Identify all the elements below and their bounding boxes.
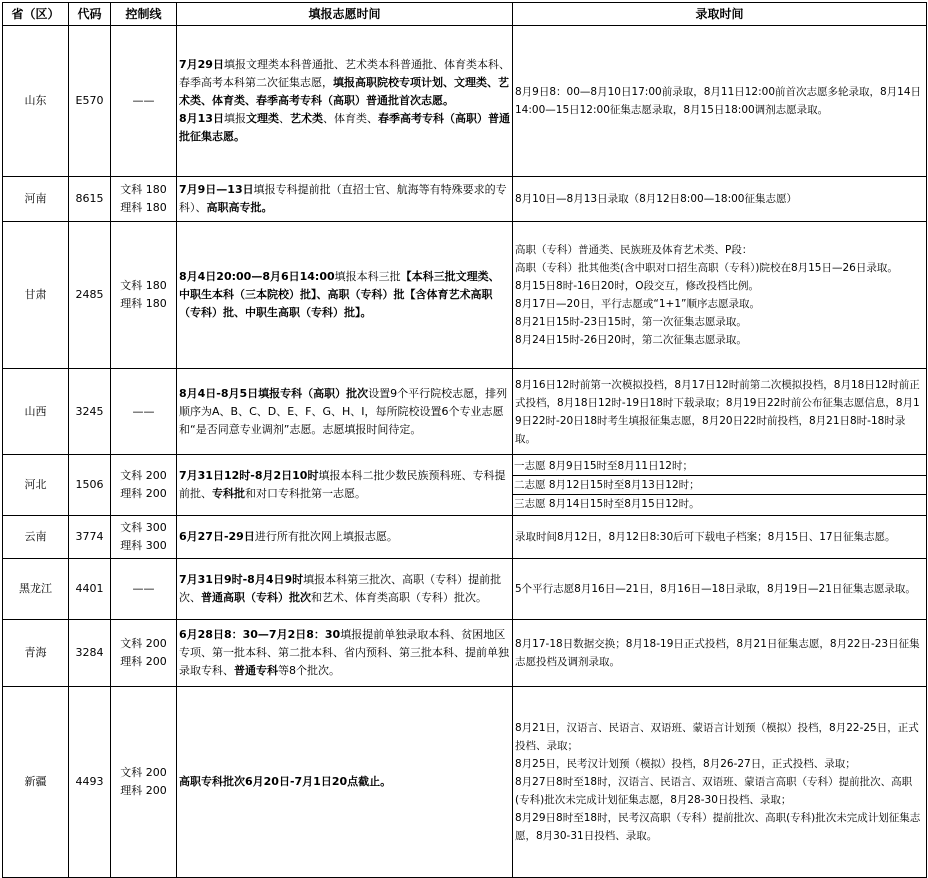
control-line-cell <box>111 516 177 559</box>
code-cell: 4401 <box>69 559 111 620</box>
code-cell: 3245 <box>69 369 111 455</box>
admit-line: 8月9日8：00—8月10日17:00前录取，8月11日12:00前首次志愿多轮录取，8月14日14:00—15日12:00征集志愿录取，8月15日18:00调剂志愿录取。 <box>515 86 922 116</box>
province-cell: 河北 <box>3 455 69 516</box>
fill-text-bold: 7月9日—13日 <box>179 183 254 196</box>
fill-text-bold: 8月4日-8月5日填报专科（高职）批次 <box>179 386 369 400</box>
code-cell: 2485 <box>69 222 111 369</box>
fill-time-cell <box>177 687 513 878</box>
fill-time-cell <box>177 620 513 687</box>
admit-line: 8月24日15时-26日20时，第二次征集志愿录取。 <box>515 334 747 346</box>
fill-text-bold: 8月13日 <box>179 112 224 125</box>
province-cell: 黑龙江 <box>3 559 69 620</box>
control-line-cell <box>111 177 177 222</box>
admit-line: 8月29日8时至18时，民考汉高职（专科）提前批次、高职(专科)批次未完成计划征集志愿，8月30-31日投档、录取。 <box>515 812 921 842</box>
code-cell: 4493 <box>69 687 111 878</box>
header-control-line: 控制线 <box>111 3 177 26</box>
admit-line: 8月21日，汉语言、民语言、双语班、蒙语言计划预（模拟）投档，8月22-25日，正式投档、录取； <box>515 722 919 752</box>
control-line-value: 理科 180 <box>120 297 167 310</box>
fill-text-bold: 7月31日9时-8月4日9时 <box>179 573 304 586</box>
admit-line: 三志愿 8月14日15时至8月15日12时。 <box>513 494 926 513</box>
admit-line: 8月25日，民考汉计划预（模拟）投档，8月26-27日，正式投档、录取； <box>515 758 856 770</box>
code-cell: 1506 <box>69 455 111 516</box>
header-fill-time: 填报志愿时间 <box>177 3 513 26</box>
fill-text-bold: 普通高职（专科）批次 <box>201 591 311 604</box>
admit-line: 8月17日—20日，平行志愿或“1+1”顺序志愿录取。 <box>515 298 760 310</box>
control-line-cell: —— <box>111 559 177 620</box>
code-cell: 3774 <box>69 516 111 559</box>
table-body <box>3 26 927 878</box>
fill-text: 等8个批次。 <box>278 664 340 677</box>
admit-time-cell <box>513 455 927 516</box>
admit-line: 一志愿 8月9日15时至8月11日12时； <box>514 460 693 472</box>
admit-line: 5个平行志愿8月16日—21日，8月16日—18日录取，8月19日—21日征集志愿录取。 <box>515 583 916 595</box>
fill-text-bold: 7月29日 <box>179 58 224 71</box>
control-line-cell: —— <box>111 369 177 455</box>
control-line-value: 文科 200 <box>120 766 167 779</box>
fill-text: 填报提前单独录取本科、贫困地区专项、第一批本科、第二批本科、省内预科、第三批本科、提前单独录取专科、 <box>179 628 509 677</box>
table-row <box>3 559 927 620</box>
province-cell: 新疆 <box>3 687 69 878</box>
table-row <box>3 687 927 878</box>
control-line-value: 文科 180 <box>120 183 167 196</box>
province-cell: 云南 <box>3 516 69 559</box>
header-row <box>3 3 927 26</box>
fill-text-bold: 8月4日20:00—8月6日14:00 <box>179 270 335 283</box>
fill-text-bold: 【本科三批文理类、中职生本科（三本院校）批】、高职（专科）批【含体育艺术高职（专科）批、中职生高职（专科）批】。 <box>179 270 500 319</box>
fill-text-bold: 填报高职院校专项计划、文理类、艺术类、体育类、春季高考专科（高职）普通批首次志愿。 <box>179 76 509 107</box>
control-line-cell <box>111 222 177 369</box>
admit-time-cell <box>513 177 927 222</box>
fill-text: 和对口专科批第一志愿。 <box>245 487 366 500</box>
control-line-value: 理科 200 <box>120 655 167 668</box>
admit-line: 高职（专科）普通类、民族班及体育艺术类、P段： <box>515 244 753 256</box>
fill-text: 填报 <box>223 112 246 125</box>
fill-time-cell <box>177 455 513 516</box>
province-cell: 山东 <box>3 26 69 177</box>
admit-line: 录取时间8月12日，8月12日8:30后可下载电子档案；8月15日、17日征集志愿。 <box>515 531 896 543</box>
fill-text-bold: 艺术类 <box>289 112 323 125</box>
control-line-cell <box>111 620 177 687</box>
fill-text-bold: 专科批 <box>212 487 245 500</box>
admit-line: 8月27日8时至18时，汉语言、民语言、双语班、蒙语言高职（专科）提前批次、高职(专科)批次未完成计划征集志愿，8月28-30日投档、录取； <box>515 776 913 806</box>
fill-time-cell <box>177 559 513 620</box>
code-cell: 3284 <box>69 620 111 687</box>
fill-text: 填报文理类本科普通批、艺术类本科普通批、体育类本科、春季高考本科第二次征集志愿， <box>179 58 510 89</box>
table-row <box>3 26 927 177</box>
header-province: 省（区） <box>3 3 69 26</box>
control-line-value: 文科 180 <box>120 279 167 292</box>
province-cell: 青海 <box>3 620 69 687</box>
fill-text-bold: 高职专科批次6月20日-7月1日20点截止。 <box>179 775 392 788</box>
table-row <box>3 222 927 369</box>
fill-text: 进行所有批次网上填报志愿。 <box>254 530 398 543</box>
fill-text-bold: 文理类 <box>245 112 279 125</box>
header-code: 代码 <box>69 3 111 26</box>
admit-line: 8月10日—8月13日录取（8月12日8:00—18:00征集志愿） <box>515 193 797 205</box>
fill-time-cell <box>177 516 513 559</box>
admit-line: 二志愿 8月12日15时至8月13日12时； <box>513 475 926 494</box>
province-cell: 山西 <box>3 369 69 455</box>
header-admit-time: 录取时间 <box>513 3 927 26</box>
fill-text: 填报专科提前批（直招士官、航海等有特殊要求的专科）、 <box>179 183 507 214</box>
province-cell: 甘肃 <box>3 222 69 369</box>
fill-text: 设置9个平行院校志愿，排列顺序为A、B、C、D、E、F、G、H、I，每所院校设置6个专业志愿和“是否同意专业调剂”志愿。志愿填报时间待定。 <box>179 386 508 436</box>
fill-text: 和艺术、体育类高职（专科）批次。 <box>311 591 487 604</box>
fill-text-bold: 6月28日8：30—7月2日8：30 <box>179 628 341 641</box>
fill-text-bold: 6月27日-29日 <box>179 530 255 543</box>
admit-line: 8月21日15时-23日15时，第一次征集志愿录取。 <box>515 316 747 328</box>
fill-text: 填报本科三批 <box>334 270 401 283</box>
table-row <box>3 620 927 687</box>
fill-text: 、 <box>278 112 290 125</box>
admit-time-cell <box>513 516 927 559</box>
fill-time-cell <box>177 222 513 369</box>
control-line-value: 理科 200 <box>120 784 167 797</box>
province-cell: 河南 <box>3 177 69 222</box>
code-cell: E570 <box>69 26 111 177</box>
admit-time-cell <box>513 26 927 177</box>
control-line-value: 理科 200 <box>120 487 167 500</box>
admit-line: 高职（专科）批其他类(含中职对口招生高职（专科）)院校在8月15日—26日录取。 <box>515 262 898 274</box>
fill-time-cell <box>177 177 513 222</box>
table-row <box>3 516 927 559</box>
control-line-value: 理科 300 <box>120 539 167 552</box>
control-line-cell <box>111 455 177 516</box>
control-line-value: 文科 200 <box>120 469 167 482</box>
admit-time-cell <box>513 620 927 687</box>
fill-text-bold: 普通专科 <box>234 664 278 677</box>
table-row <box>3 177 927 222</box>
control-line-cell <box>111 687 177 878</box>
admission-schedule-table <box>2 2 927 878</box>
fill-text-bold: 高职高专批。 <box>206 201 273 214</box>
admit-time-cell <box>513 222 927 369</box>
control-line-value: 理科 180 <box>120 201 167 214</box>
admit-time-cell <box>513 369 927 455</box>
fill-text: 填报本科第三批次、高职（专科）提前批次、 <box>179 573 502 604</box>
control-line-value: 文科 200 <box>120 637 167 650</box>
fill-time-cell <box>177 369 513 455</box>
admit-time-cell <box>513 687 927 878</box>
code-cell: 8615 <box>69 177 111 222</box>
admit-line: 8月15日8时-16日20时，O段交互，修改投档比例。 <box>515 280 759 292</box>
table-row <box>3 369 927 455</box>
admit-time-cell <box>513 559 927 620</box>
admit-line: 8月17-18日数据交换；8月18-19日正式投档，8月21日征集志愿，8月22日-23日征集志愿投档及调剂录取。 <box>515 638 920 668</box>
fill-time-cell <box>177 26 513 177</box>
fill-text-bold: 春季高考专科（高职）普通批征集志愿。 <box>179 112 510 143</box>
admit-line: 8月16日12时前第一次模拟投档，8月17日12时前第二次模拟投档，8月18日12时前正式投档，8月18日12时-19日18时下载录取；8月19日22时前公布征集志愿信息，8月19日22时-20日18时考生填报征集志愿，8月20日22时前投档，8月21日8时-18时录取。 <box>515 378 920 445</box>
fill-text: 、体育类、 <box>322 112 378 125</box>
control-line-cell: —— <box>111 26 177 177</box>
control-line-value: 文科 300 <box>120 521 167 534</box>
fill-text-bold: 7月31日12时-8月2日10时 <box>179 469 319 482</box>
fill-text: 填报本科二批少数民族预科班、专科提前批、 <box>179 469 506 500</box>
table-row <box>3 455 927 516</box>
